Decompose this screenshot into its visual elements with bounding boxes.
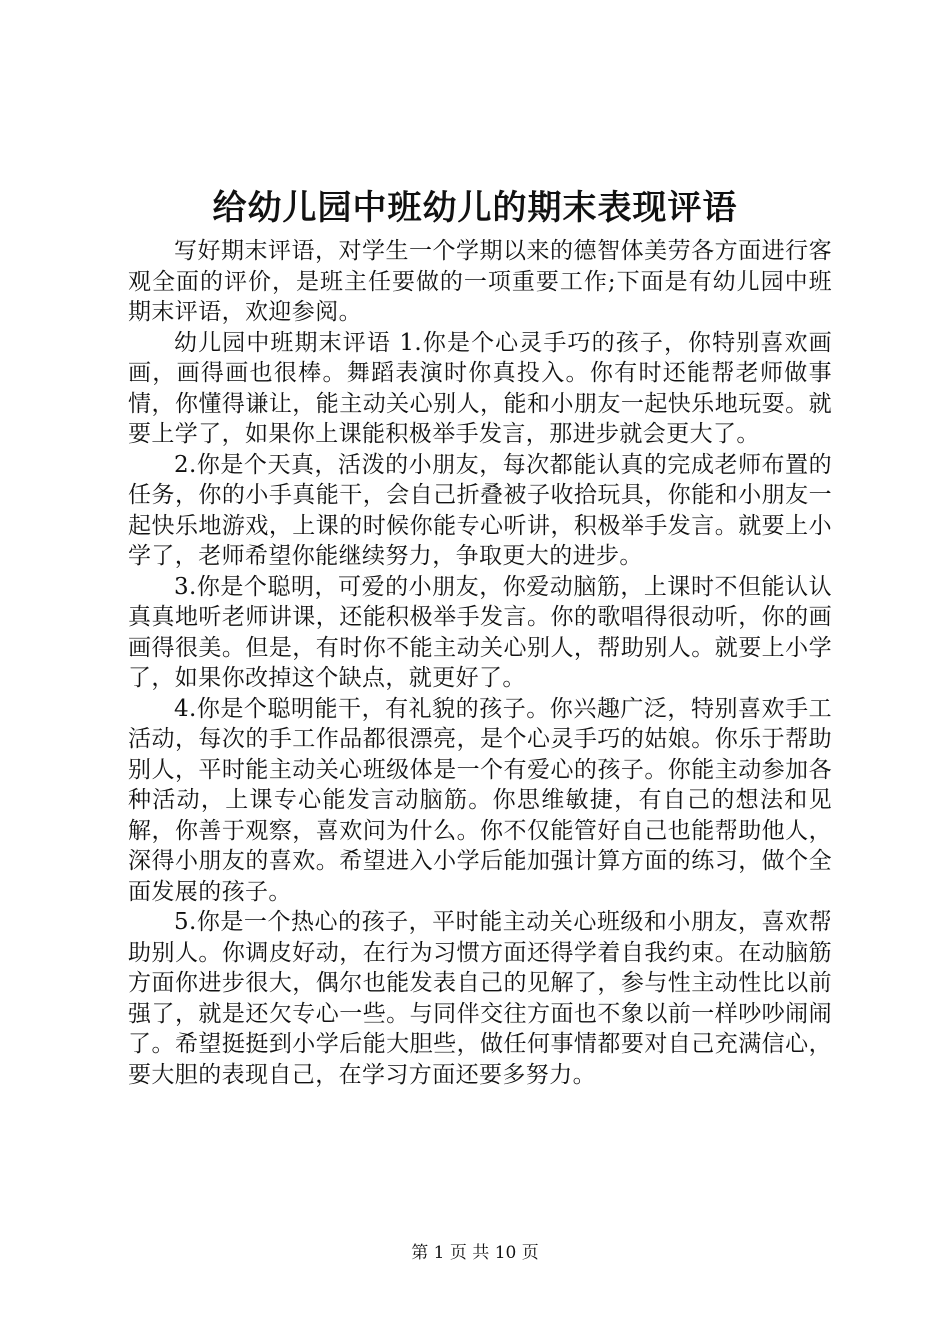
- paragraph-comment-4: 4.你是个聪明能干，有礼貌的孩子。你兴趣广泛，特别喜欢手工活动，每次的手工作品都很漂亮，是个心灵手巧的姑娘。你乐于帮助别人，平时能主动关心班级体是一个有爱心的孩子。你能主动参加各种活动，上课专心能发言动脑筋。你思维敏捷，有自己的想法和见解，你善于观察，喜欢问为什么。你不仅能管好自己也能帮助他人，深得小朋友的喜欢。希望进入小学后能加强计算方面的练习，做个全面发展的孩子。: [128, 695, 832, 905]
- document-body: [128, 236, 832, 1090]
- paragraph-intro: 写好期末评语，对学生一个学期以来的德智体美劳各方面进行客观全面的评价，是班主任要做的一项重要工作;下面是有幼儿园中班期末评语，欢迎参阅。: [128, 238, 832, 325]
- document-title: 给幼儿园中班幼儿的期末表现评语: [212, 188, 738, 228]
- paragraph-comment-1: 幼儿园中班期末评语 1.你是个心灵手巧的孩子，你特别喜欢画画，画得画也很棒。舞蹈表演时你真投入。你有时还能帮老师做事情，你懂得谦让，能主动关心别人，能和小朋友一起快乐地玩耍。就要上学了，如果你上课能积极举手发言，那进步就会更大了。: [128, 329, 832, 447]
- paragraph-comment-2: 2.你是个天真，活泼的小朋友，每次都能认真的完成老师布置的任务，你的小手真能干，会自己折叠被子收拾玩具，你能和小朋友一起快乐地游戏，上课的时候你能专心听讲，积极举手发言。就要上小学了，老师希望你能继续努力，争取更大的进步。: [128, 451, 832, 569]
- page-number-footer: 第 1 页 共 10 页: [411, 1243, 539, 1263]
- paragraph-comment-3: 3.你是个聪明，可爱的小朋友，你爱动脑筋，上课时不但能认认真真地听老师讲课，还能积极举手发言。你的歌唱得很动听，你的画画得很美。但是，有时你不能主动关心别人，帮助别人。就要上小学了，如果你改掉这个缺点，就更好了。: [128, 573, 832, 691]
- paragraph-comment-5: 5.你是一个热心的孩子，平时能主动关心班级和小朋友，喜欢帮助别人。你调皮好动，在行为习惯方面还得学着自我约束。在动脑筋方面你进步很大，偶尔也能发表自己的见解了，参与性主动性比以前强了，就是还欠专心一些。与同伴交往方面也不象以前一样吵吵闹闹了。希望挺挺到小学后能大胆些，做任何事情都要对自己充满信心，要大胆的表现自己，在学习方面还要多努力。: [128, 909, 832, 1088]
